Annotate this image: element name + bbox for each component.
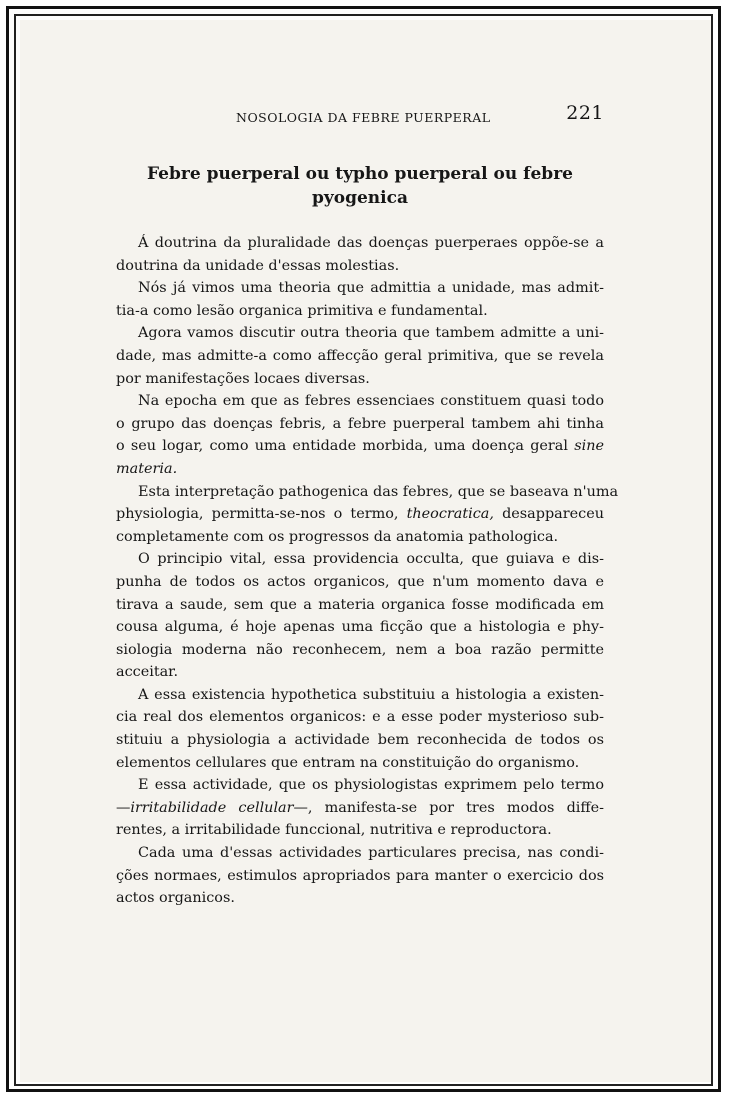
running-head-title: NOSOLOGIA DA FEBRE PUERPERAL <box>236 110 491 125</box>
text-line <box>116 435 604 458</box>
text-line: Cada uma d'essas actividades particulares precisa, nas condi- <box>138 845 604 862</box>
chapter-title-line-2: pyogenica <box>312 188 408 208</box>
text-line: stituiu a physiologia a actividade bem reconhecida de todos os <box>116 732 604 749</box>
page-number: 221 <box>566 102 604 124</box>
text-line: dade, mas admitte-a como affecção geral primitiva, que se revela <box>116 347 604 364</box>
text-line: elementos cellulares que entram na constituição do organismo. <box>116 754 580 771</box>
text-segment: o seu logar, como uma entidade morbida, uma doença geral <box>116 438 568 455</box>
text-line: doutrina da unidade d'essas molestias. <box>116 257 400 274</box>
text-line: completamente com os progressos da anatomia pathologica. <box>116 528 559 545</box>
body-text <box>116 232 619 910</box>
text-line <box>116 797 604 820</box>
text-segment: —, manifesta-se por tres modos diffe- <box>293 799 605 816</box>
text-line: Na epocha em que as febres essenciaes constituem quasi todo <box>138 393 604 410</box>
running-head <box>116 102 604 128</box>
chapter-title-line-1: Febre puerperal ou typho puerperal ou febre <box>147 164 573 184</box>
text-line: cia real dos elementos organicos: e a esse poder mysterioso sub- <box>116 709 604 726</box>
text-segment: physiologia, permitta-se-nos o termo, <box>116 506 399 523</box>
text-line: Á doutrina da pluralidade das doenças puerperaes oppõe-se a <box>138 235 604 251</box>
text-line: E essa actividade, que os physiologistas exprimem pelo termo <box>138 777 604 794</box>
text-line <box>116 458 604 481</box>
text-line <box>116 503 604 526</box>
text-line: por manifestações locaes diversas. <box>116 370 370 387</box>
text-line: O principio vital, essa providencia occulta, que guiava e dis- <box>138 551 604 568</box>
text-line: A essa existencia hypothetica substituiu a histologia a existen- <box>138 686 604 703</box>
text-line: Esta interpretação pathogenica das febres, que se baseava n'uma <box>138 483 619 500</box>
text-line: o grupo das doenças febris, a febre puerperal tambem ahi tinha <box>116 415 604 432</box>
text-segment: — <box>116 799 131 816</box>
chapter-title <box>116 162 604 210</box>
text-line: tirava a saude, sem que a materia organica fosse modificada em <box>116 596 604 613</box>
text-line: Nós já vimos uma theoria que admittia a unidade, mas admit- <box>138 280 604 297</box>
text-line: punha de todos os actos organicos, que n'um momento dava e <box>116 573 604 590</box>
italic-text: materia. <box>116 460 178 477</box>
text-line: siologia moderna não reconhecem, nem a boa razão permitte <box>116 641 604 658</box>
italic-text: irritabilidade cellular <box>130 799 294 816</box>
text-line: acceitar. <box>116 664 179 681</box>
italic-text: theocratica, <box>406 506 494 523</box>
italic-text: sine <box>574 438 604 455</box>
text-line: actos organicos. <box>116 890 235 907</box>
text-line: Agora vamos discutir outra theoria que tambem admitte a uni- <box>138 325 604 342</box>
text-line: ções normaes, estimulos apropriados para manter o exercicio dos <box>116 867 604 884</box>
text-line: cousa alguma, é hoje apenas uma ficção que a histologia e phy- <box>116 619 604 636</box>
text-line: tia-a como lesão organica primitiva e fundamental. <box>116 302 488 319</box>
text-block <box>116 102 619 910</box>
text-segment: desappareceu <box>502 506 604 523</box>
book-page <box>20 20 711 1082</box>
text-line: rentes, a irritabilidade funccional, nutritiva e reproductora. <box>116 822 552 839</box>
